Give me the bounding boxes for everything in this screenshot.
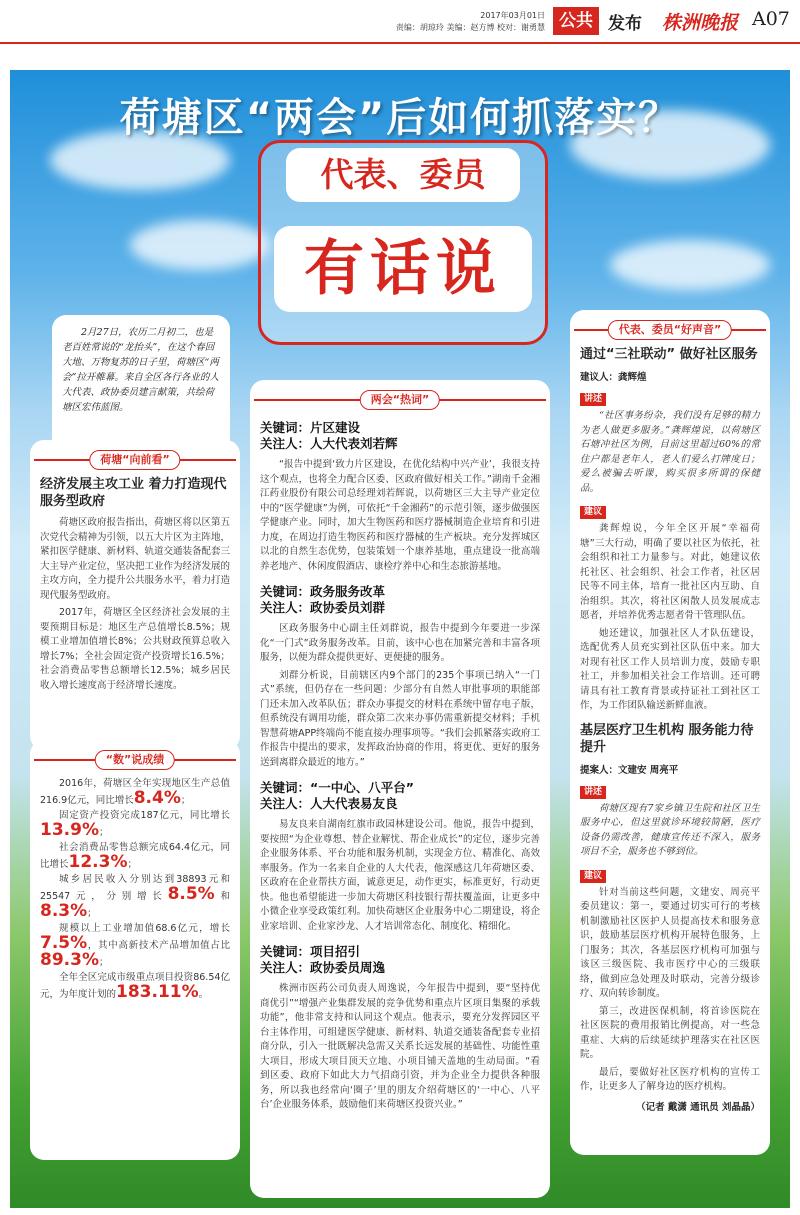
hotword-text-1: “报告中提到‘致力片区建设，在优化结构中兴产业’，我很支持这个观点，也将全力配合区委、区政府做好相关工作。”湖南千金湘江药业股份有限公司总经理刘若辉说，以荷塘区三大主导产业定位中的“医学健康”为例，可依托“千金湘药”的示范引领，逐步做强医学健康产业。同时，加大生物医药和医疗器械制造企业培育和引进力度，在周边打造生物医药和医疗器械的生产板块。充分发挥城区以北的自然生态优势，包装策划一个康养基地，重点建设一批高端养老地产、休闲度假酒店、康检疗养中心和生态旅游基地。 xyxy=(260,459,540,572)
suggest-text-1b: 她还建议，加强社区人才队伍建设，选配优秀人员充实到社区队伍中来。加大对现有社区工作人员培训力度，鼓励专职社工，并参加相关社会工作培训。还可聘请具有社工教育背景或持证社工到社区工作，为工作团队输送新鲜血液。 xyxy=(580,627,760,711)
stat-projects: 全年全区完成市级重点项目投资86.54亿元，为年度计划的183.11%。 xyxy=(40,972,230,1002)
stat-income: 城乡居民收入分别达到38893元和25547元，分别增长8.5%和8.3%； xyxy=(40,874,230,921)
masthead-editor2: 美编：赵方博 xyxy=(446,23,495,32)
hotword-text-3: 易友良来自湖南红旗市政园林建设公司。他说，报告中提到，要按照“为企业尊想、替企业解忧、帮企业成长”的定位，逐步完善企业服务体系、平台功能和服务机制，实现金方位、精准化、高效率服务。作为一名来自企业的人大代表，他深感这几年荷塘区委、区政府在企业帮扶方面，诚意更足，动作更实，标准更好，行动更快。他也希望能进一步加大荷塘区科技银行帮扶覆盖面，让更多中小微企业享受政策红利。加快荷塘区企业服务中心二期建设，将企业家培训、企业家沙龙、人才培训常态化、制度化、精细化。 xyxy=(260,819,540,932)
talk-text-1: “社区事务纷杂，我们没有足够的精力为老人做更多服务。”龚辉煌说，以荷塘区石塘冲社区为例，目前这里超过60%的常住户都是老年人，老人们爱么打牌度日；爱么被骗去听课，购买很多所谓的保健品。 xyxy=(580,410,760,494)
section-name: 发布 xyxy=(608,14,642,34)
paper-logo: 株洲晚报 xyxy=(662,12,739,34)
proposer-2: 提案人：文建安 周亮平 xyxy=(580,764,679,776)
masthead xyxy=(0,0,800,44)
badge-bottom: 有话说 xyxy=(274,226,532,312)
attendee-4: 关注人：政协委员周逸 xyxy=(260,960,386,975)
attendee-2: 关注人：政协委员刘群 xyxy=(260,600,386,615)
badge-top: 代表、委员 xyxy=(286,148,520,202)
voices-panel xyxy=(570,310,770,1155)
stat-retail: 社会消费品零售总额完成64.4亿元，同比增长12.3%； xyxy=(40,842,230,872)
proposer-1: 建议人：龚辉煌 xyxy=(580,372,647,383)
talk-text-2: 荷塘区现有7家乡镇卫生院和社区卫生服务中心，但这里就诊环境较简陋，医疗设备仍需改善，健康宣传还不深入，服务项目不全，服务也不够到位。 xyxy=(580,802,760,857)
outlook-panel xyxy=(30,440,240,750)
suggest-tag-1: 建议 xyxy=(580,506,606,519)
stat-gdp: 2016年，荷塘区全年实现地区生产总值216.9亿元，同比增长8.4%； xyxy=(40,778,230,808)
hotword-text-2a: 区政务服务中心副主任刘群说，报告中提到今年要进一步深化“一门式”政务服务改革。目前，该中心也在加紧完善和丰富各项服务，以便为群众提供更好、更便捷的服务。 xyxy=(260,623,540,663)
suggest-text-2c: 最后，要做好社区医疗机构的宣传工作，让更多人了解身边的医疗机构。 xyxy=(580,1066,760,1092)
attendee-1: 关注人：人大代表刘若辉 xyxy=(260,436,398,451)
suggest-text-2b: 第三，改进医保机制，将首诊医院在社区医院的费用报销比例提高，对一些急重症、大病的后续延续护理落实在社区医院。 xyxy=(580,1005,760,1060)
page-number: A07 xyxy=(752,8,790,30)
outlook-label: 荷塘“向前看” xyxy=(89,450,180,470)
masthead-date: 2017年03月01日 xyxy=(480,11,545,20)
suggest-tag-2: 建议 xyxy=(580,870,606,883)
hotwords-panel xyxy=(250,380,550,1198)
hotword-text-4: 株洲市医药公司负责人周逸说，今年报告中提到，要“坚持优商优引”“增强产业集群发展的竞争优势和重点片区项目集聚的承载功能”，他非常支持和认同这个观点。他表示，要充分发挥园区平台主体作用，可组建医学健康、新材料、轨道交通装备配套专业招商分队，引入一批既解决急需又关系长远发展的基础性、功能性重大项目，形成大项目顶天立地、小项目铺天盖地的生动局面。“看到区委、政府下如此大力气招商引资，并为企业全力提供各种服务，所以我也经常向‘圈子’里的朋友介绍荷塘区的‘一中心、八平台’企业服务体系，鼓励他们来荷塘区投资兴业。” xyxy=(260,983,540,1110)
masthead-meta xyxy=(396,10,545,34)
talk-tag-2: 讲述 xyxy=(580,786,606,799)
keyword-1: 关键词：片区建设 xyxy=(260,420,361,435)
suggest-text-1a: 龚辉煌说，今年全区开展“幸福荷塘”三大行动，明确了要以社区为依托，社会组织和社工力量参与。对此，她建议依托社区、社会组织、社会工作者，社区居民等不同主体，培育一批社区内互助、自治组织。其次，将社区闲散人员发展成志愿者，并培养优秀志愿者骨干管理队伍。 xyxy=(580,523,760,621)
keyword-4: 关键词：项目招引 xyxy=(260,944,361,959)
talk-tag-1: 讲述 xyxy=(580,393,606,406)
stat-industry: 规模以上工业增加值68.6亿元，增长7.5%，其中高新技术产品增加值占比89.3%； xyxy=(40,923,230,970)
intro-text: 2月27日，农历二月初二，也是老百姓常说的“龙抬头”，在这个春回大地、万物复苏的日子里，荷塘区“两会”拉开帷幕。来自全区各行各业的人大代表、政协委员建言献策，共绘荷塘区宏伟蓝图。 xyxy=(62,327,219,413)
outlook-subtitle: 经济发展主攻工业 着力打造现代服务型政府 xyxy=(40,477,227,509)
stats-label: “数”说成绩 xyxy=(95,750,175,770)
masthead-editor: 责编：胡琼玲 xyxy=(395,23,444,32)
stat-investment: 固定资产投资完成187亿元，同比增长13.9%； xyxy=(40,810,230,840)
outlook-p2: 2017年，荷塘区全区经济社会发展的主要预期目标是：地区生产总值增长8.5%；规模工业增加值增长8%；公共财政预算总收入增长7%；全社会固定资产投资增长16.5%；社会消费品零售总额增长12.5%；城乡居民收入增长速度高于经济增长速度。 xyxy=(40,607,230,691)
stats-panel xyxy=(30,740,240,1160)
suggest-text-2a: 针对当前这些问题，文建安、周亮平委员建议：第一，要通过切实可行的考核机制激励社区医护人员提高技术和服务意识，鼓励基层医疗机构开展特色服务，上门服务；其次，各基层医疗机构可加强与该区三级医院、我市医疗中心的三级联络，做到应急处理及时联动，完善分级诊疗、双向转诊制度。 xyxy=(580,886,760,999)
voices-subtitle-1: 通过“三社联动” 做好社区服务 xyxy=(580,347,758,362)
attendee-3: 关注人：人大代表易友良 xyxy=(260,796,398,811)
masthead-proof: 校对：谢勇慧 xyxy=(497,23,545,32)
keyword-3: 关键词：“一中心、八平台” xyxy=(260,780,414,795)
voices-subtitle-2: 基层医疗卫生机构 服务能力待提升 xyxy=(580,722,754,755)
keyword-2: 关键词：政务服务改革 xyxy=(260,584,386,599)
page-title: 荷塘区“两会”后如何抓落实？ xyxy=(119,95,681,141)
outlook-p1: 荷塘区政府报告指出，荷塘区将以区第五次党代会精神为引领，以五大片区为主阵地，紧扣医学健康、新材料、轨道交通装备配套三大主导产业定位，坚决把工业作为经济发展的主攻方向，全力提升公共服务水平，着力打造现代服务型政府。 xyxy=(40,517,231,601)
hotword-text-2b: 刘群分析说，目前辖区内9个部门的235个事项已纳入“一门式”系统，但仍存在一些问题：少部分有自然人审批事项的职能部门还未加入改革队伍；群众办事提交的材料在系统中留存电子版，但系统没有调用功能，群众第二次来办事仍需重新提交材料；手机智慧荷塘APP终端尚不能直接办理事项等。“我们会抓紧落实政府工作报告中提出的要求，发挥政治协商的作用，将更优、更好的服务送到离群众最近的地方。” xyxy=(260,669,540,768)
section-tag: 公共 xyxy=(553,7,599,35)
voices-label: 代表、委员“好声音” xyxy=(608,320,732,340)
byline: （记者 戴潇 通讯员 刘晶晶） xyxy=(636,1101,760,1113)
hotwords-label: 两会“热词” xyxy=(360,390,440,410)
